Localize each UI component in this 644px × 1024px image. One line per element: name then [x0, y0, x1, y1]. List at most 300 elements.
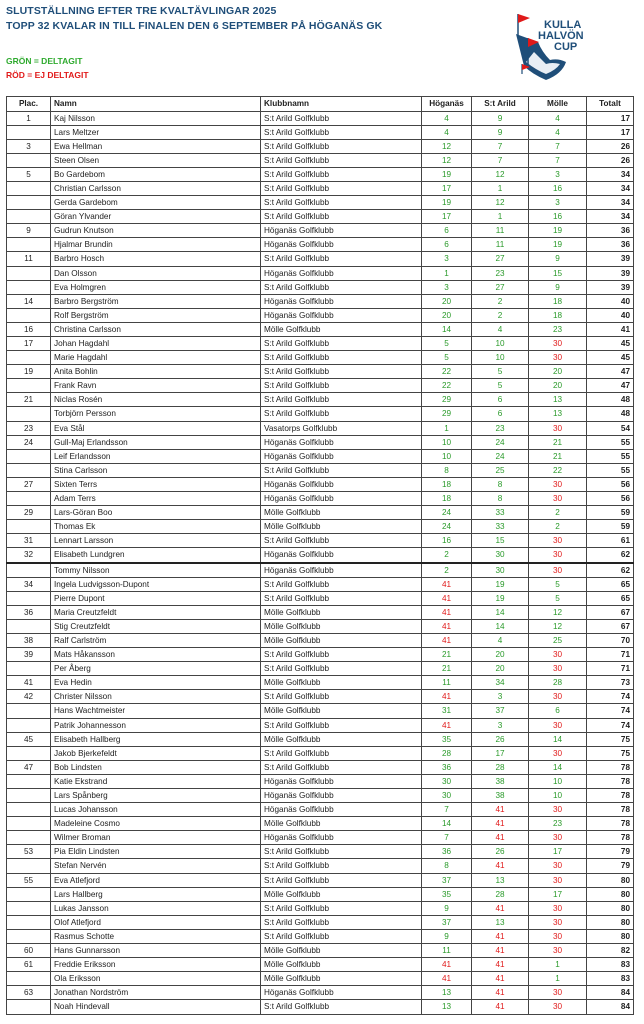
- cell-total: 67: [587, 605, 634, 619]
- cell-st-arild-score: 14: [472, 619, 529, 633]
- cell-molle-score: 30: [529, 534, 587, 548]
- cell-st-arild-score: 20: [472, 662, 529, 676]
- cell-name: Marie Hagdahl: [51, 351, 261, 365]
- cell-plac: [7, 915, 51, 929]
- cell-hoganas-score: 29: [422, 407, 472, 421]
- cell-hoganas-score: 36: [422, 845, 472, 859]
- cell-molle-score: 1: [529, 958, 587, 972]
- table-row: [7, 506, 634, 520]
- cell-name: Hans Wachtmeister: [51, 704, 261, 718]
- cell-total: 80: [587, 873, 634, 887]
- cell-club: Höganäs Golfklubb: [261, 308, 422, 322]
- cell-club: S:t Arild Golfklubb: [261, 337, 422, 351]
- cell-molle-score: 4: [529, 125, 587, 139]
- table-row: [7, 337, 634, 351]
- cell-club: S:t Arild Golfklubb: [261, 139, 422, 153]
- cell-club: Höganäs Golfklubb: [261, 563, 422, 578]
- cell-name: Lukas Jansson: [51, 901, 261, 915]
- cell-plac: 60: [7, 944, 51, 958]
- cell-name: Christian Carlsson: [51, 181, 261, 195]
- cell-club: S:t Arild Golfklubb: [261, 746, 422, 760]
- cell-hoganas-score: 22: [422, 379, 472, 393]
- cell-name: Wilmer Broman: [51, 831, 261, 845]
- cell-molle-score: 5: [529, 577, 587, 591]
- cell-plac: [7, 181, 51, 195]
- cell-name: Anita Bohlin: [51, 365, 261, 379]
- cell-molle-score: 15: [529, 266, 587, 280]
- cell-st-arild-score: 2: [472, 294, 529, 308]
- cell-name: Gerda Gardebom: [51, 196, 261, 210]
- cell-molle-score: 30: [529, 718, 587, 732]
- cell-st-arild-score: 10: [472, 351, 529, 365]
- table-row: [7, 266, 634, 280]
- cell-molle-score: 30: [529, 1000, 587, 1014]
- cell-st-arild-score: 24: [472, 449, 529, 463]
- cell-hoganas-score: 18: [422, 492, 472, 506]
- cell-molle-score: 23: [529, 322, 587, 336]
- table-row: [7, 224, 634, 238]
- cell-club: S:t Arild Golfklubb: [261, 167, 422, 181]
- cell-club: Höganäs Golfklubb: [261, 548, 422, 563]
- cell-st-arild-score: 19: [472, 577, 529, 591]
- cell-plac: 42: [7, 690, 51, 704]
- cell-plac: 63: [7, 986, 51, 1000]
- cell-name: Elisabeth Lundgren: [51, 548, 261, 563]
- cell-st-arild-score: 30: [472, 563, 529, 578]
- cell-club: Mölle Golfklubb: [261, 605, 422, 619]
- cell-st-arild-score: 38: [472, 774, 529, 788]
- cell-plac: 47: [7, 760, 51, 774]
- table-row: [7, 534, 634, 548]
- cell-hoganas-score: 7: [422, 831, 472, 845]
- cell-plac: [7, 449, 51, 463]
- cell-molle-score: 30: [529, 901, 587, 915]
- cell-hoganas-score: 5: [422, 337, 472, 351]
- cell-name: Adam Terrs: [51, 492, 261, 506]
- cell-name: Lars Hallberg: [51, 887, 261, 901]
- legend-red: RÖD = EJ DELTAGIT: [6, 70, 89, 80]
- cell-club: Höganäs Golfklubb: [261, 789, 422, 803]
- cell-name: Barbro Hosch: [51, 252, 261, 266]
- table-row: [7, 831, 634, 845]
- cell-club: Höganäs Golfklubb: [261, 449, 422, 463]
- cell-plac: [7, 153, 51, 167]
- cell-hoganas-score: 19: [422, 167, 472, 181]
- logo-text-2: HALVÖN: [538, 30, 584, 42]
- cell-st-arild-score: 27: [472, 280, 529, 294]
- table-row: [7, 929, 634, 943]
- cell-plac: [7, 196, 51, 210]
- cell-molle-score: 10: [529, 774, 587, 788]
- cell-total: 59: [587, 520, 634, 534]
- cell-hoganas-score: 37: [422, 915, 472, 929]
- cell-st-arild-score: 13: [472, 915, 529, 929]
- cell-club: Mölle Golfklubb: [261, 704, 422, 718]
- cell-plac: [7, 210, 51, 224]
- table-row: [7, 633, 634, 647]
- table-row: [7, 746, 634, 760]
- table-row: [7, 252, 634, 266]
- col-st-arild: S:t Arild: [472, 97, 529, 112]
- cell-plac: 19: [7, 365, 51, 379]
- table-row: [7, 774, 634, 788]
- cell-total: 48: [587, 407, 634, 421]
- cell-st-arild-score: 33: [472, 506, 529, 520]
- cell-name: Stina Carlsson: [51, 463, 261, 477]
- cell-name: Johan Hagdahl: [51, 337, 261, 351]
- cell-hoganas-score: 21: [422, 662, 472, 676]
- cell-hoganas-score: 11: [422, 944, 472, 958]
- cell-hoganas-score: 41: [422, 577, 472, 591]
- cell-hoganas-score: 3: [422, 280, 472, 294]
- legend-green: GRÖN = DELTAGIT: [6, 56, 83, 66]
- kullahalvon-cup-logo: [502, 4, 590, 88]
- cell-name: Tommy Nilsson: [51, 563, 261, 578]
- cell-club: Vasatorps Golfklubb: [261, 421, 422, 435]
- table-row: [7, 492, 634, 506]
- cell-plac: [7, 125, 51, 139]
- cell-total: 78: [587, 817, 634, 831]
- cell-st-arild-score: 8: [472, 477, 529, 491]
- cell-name: Gudrun Knutson: [51, 224, 261, 238]
- cell-name: Ewa Hellman: [51, 139, 261, 153]
- cell-hoganas-score: 37: [422, 873, 472, 887]
- table-row: [7, 732, 634, 746]
- cell-st-arild-score: 6: [472, 407, 529, 421]
- cell-plac: 21: [7, 393, 51, 407]
- cell-molle-score: 9: [529, 252, 587, 266]
- cell-hoganas-score: 5: [422, 351, 472, 365]
- cell-plac: [7, 266, 51, 280]
- cell-hoganas-score: 14: [422, 322, 472, 336]
- cell-molle-score: 21: [529, 449, 587, 463]
- cell-total: 80: [587, 915, 634, 929]
- table-row: [7, 365, 634, 379]
- cell-hoganas-score: 19: [422, 196, 472, 210]
- cell-plac: [7, 238, 51, 252]
- cell-plac: [7, 619, 51, 633]
- cell-total: 62: [587, 548, 634, 563]
- cell-club: S:t Arild Golfklubb: [261, 111, 422, 125]
- cell-club: S:t Arild Golfklubb: [261, 379, 422, 393]
- cell-molle-score: 30: [529, 831, 587, 845]
- cell-hoganas-score: 8: [422, 463, 472, 477]
- cell-name: Gull-Maj Erlandsson: [51, 435, 261, 449]
- cell-st-arild-score: 28: [472, 760, 529, 774]
- cell-st-arild-score: 30: [472, 548, 529, 563]
- cell-club: Höganäs Golfklubb: [261, 831, 422, 845]
- cell-club: S:t Arild Golfklubb: [261, 929, 422, 943]
- table-row: [7, 294, 634, 308]
- cell-hoganas-score: 41: [422, 619, 472, 633]
- cell-molle-score: 4: [529, 111, 587, 125]
- cell-plac: [7, 704, 51, 718]
- cell-name: Stig Creutzfeldt: [51, 619, 261, 633]
- cell-total: 17: [587, 111, 634, 125]
- cell-molle-score: 9: [529, 280, 587, 294]
- cell-molle-score: 30: [529, 337, 587, 351]
- cell-total: 56: [587, 492, 634, 506]
- cell-plac: [7, 308, 51, 322]
- cell-molle-score: 30: [529, 944, 587, 958]
- cell-st-arild-score: 12: [472, 167, 529, 181]
- cell-st-arild-score: 41: [472, 901, 529, 915]
- cell-club: S:t Arild Golfklubb: [261, 196, 422, 210]
- cell-name: Eva Hedin: [51, 676, 261, 690]
- cell-plac: [7, 901, 51, 915]
- cell-total: 83: [587, 972, 634, 986]
- cell-molle-score: 13: [529, 393, 587, 407]
- cell-name: Lars-Göran Boo: [51, 506, 261, 520]
- cell-hoganas-score: 10: [422, 435, 472, 449]
- cell-molle-score: 2: [529, 520, 587, 534]
- cell-plac: 39: [7, 648, 51, 662]
- cell-plac: 24: [7, 435, 51, 449]
- cell-total: 39: [587, 280, 634, 294]
- cell-club: Höganäs Golfklubb: [261, 803, 422, 817]
- cell-club: Höganäs Golfklubb: [261, 266, 422, 280]
- cell-name: Jakob Bjerkefeldt: [51, 746, 261, 760]
- cell-name: Lars Meltzer: [51, 125, 261, 139]
- cell-total: 74: [587, 690, 634, 704]
- cell-hoganas-score: 41: [422, 633, 472, 647]
- cell-molle-score: 12: [529, 619, 587, 633]
- cell-club: Mölle Golfklubb: [261, 633, 422, 647]
- cell-st-arild-score: 41: [472, 929, 529, 943]
- cell-hoganas-score: 2: [422, 563, 472, 578]
- cell-plac: 5: [7, 167, 51, 181]
- cell-plac: [7, 407, 51, 421]
- cell-hoganas-score: 18: [422, 477, 472, 491]
- table-row: [7, 477, 634, 491]
- cell-molle-score: 30: [529, 351, 587, 365]
- table-row: [7, 1000, 634, 1014]
- cell-total: 73: [587, 676, 634, 690]
- cell-club: S:t Arild Golfklubb: [261, 901, 422, 915]
- cell-molle-score: 28: [529, 676, 587, 690]
- cell-total: 47: [587, 365, 634, 379]
- cell-name: Dan Olsson: [51, 266, 261, 280]
- cell-total: 34: [587, 167, 634, 181]
- cell-molle-score: 18: [529, 294, 587, 308]
- cell-total: 84: [587, 1000, 634, 1014]
- cell-hoganas-score: 9: [422, 901, 472, 915]
- cell-hoganas-score: 41: [422, 605, 472, 619]
- cell-st-arild-score: 5: [472, 379, 529, 393]
- cell-club: S:t Arild Golfklubb: [261, 125, 422, 139]
- cell-plac: 38: [7, 633, 51, 647]
- cell-hoganas-score: 24: [422, 506, 472, 520]
- cell-name: Mats Håkansson: [51, 648, 261, 662]
- col-plac: Plac.: [7, 97, 51, 112]
- cell-total: 75: [587, 746, 634, 760]
- cell-plac: [7, 803, 51, 817]
- cell-hoganas-score: 31: [422, 704, 472, 718]
- col-klubbnamn: Klubbnamn: [261, 97, 422, 112]
- cell-total: 59: [587, 506, 634, 520]
- cell-plac: [7, 774, 51, 788]
- table-row: [7, 322, 634, 336]
- cell-total: 39: [587, 266, 634, 280]
- cell-club: Höganäs Golfklubb: [261, 477, 422, 491]
- cell-plac: 61: [7, 958, 51, 972]
- cell-hoganas-score: 22: [422, 365, 472, 379]
- cell-total: 45: [587, 337, 634, 351]
- cell-plac: [7, 972, 51, 986]
- table-row: [7, 986, 634, 1000]
- table-row: [7, 704, 634, 718]
- table-row: [7, 210, 634, 224]
- cell-molle-score: 12: [529, 605, 587, 619]
- logo-text-3: CUP: [554, 41, 578, 53]
- cell-club: S:t Arild Golfklubb: [261, 534, 422, 548]
- cell-plac: 23: [7, 421, 51, 435]
- cell-total: 71: [587, 648, 634, 662]
- cell-total: 54: [587, 421, 634, 435]
- cell-molle-score: 30: [529, 421, 587, 435]
- cell-name: Kaj Nilsson: [51, 111, 261, 125]
- table-row: [7, 591, 634, 605]
- cell-molle-score: 30: [529, 803, 587, 817]
- cell-molle-score: 3: [529, 196, 587, 210]
- table-row: [7, 845, 634, 859]
- cell-club: S:t Arild Golfklubb: [261, 577, 422, 591]
- cell-st-arild-score: 24: [472, 435, 529, 449]
- cell-hoganas-score: 41: [422, 690, 472, 704]
- table-row: [7, 972, 634, 986]
- cell-molle-score: 5: [529, 591, 587, 605]
- table-row: [7, 718, 634, 732]
- cell-total: 40: [587, 294, 634, 308]
- cell-hoganas-score: 4: [422, 125, 472, 139]
- cell-club: S:t Arild Golfklubb: [261, 718, 422, 732]
- cell-total: 65: [587, 591, 634, 605]
- cell-st-arild-score: 15: [472, 534, 529, 548]
- cell-plac: 11: [7, 252, 51, 266]
- cell-molle-score: 2: [529, 506, 587, 520]
- table-row: [7, 676, 634, 690]
- cell-plac: [7, 463, 51, 477]
- cell-club: S:t Arild Golfklubb: [261, 210, 422, 224]
- cell-st-arild-score: 11: [472, 238, 529, 252]
- cell-hoganas-score: 20: [422, 308, 472, 322]
- cell-molle-score: 30: [529, 986, 587, 1000]
- table-row: [7, 351, 634, 365]
- cell-hoganas-score: 1: [422, 421, 472, 435]
- table-row: [7, 449, 634, 463]
- table-row: [7, 958, 634, 972]
- cell-club: S:t Arild Golfklubb: [261, 859, 422, 873]
- cell-club: Mölle Golfklubb: [261, 958, 422, 972]
- table-row: [7, 520, 634, 534]
- cell-total: 55: [587, 463, 634, 477]
- col-hoganas: Höganäs: [422, 97, 472, 112]
- cell-molle-score: 13: [529, 407, 587, 421]
- cell-molle-score: 22: [529, 463, 587, 477]
- cell-molle-score: 6: [529, 704, 587, 718]
- cell-molle-score: 30: [529, 563, 587, 578]
- cell-plac: [7, 591, 51, 605]
- cell-club: Mölle Golfklubb: [261, 944, 422, 958]
- cell-hoganas-score: 13: [422, 1000, 472, 1014]
- cell-molle-score: 10: [529, 789, 587, 803]
- cell-plac: 27: [7, 477, 51, 491]
- table-row: [7, 760, 634, 774]
- cell-club: S:t Arild Golfklubb: [261, 845, 422, 859]
- cell-st-arild-score: 6: [472, 393, 529, 407]
- cell-st-arild-score: 3: [472, 718, 529, 732]
- cell-plac: [7, 817, 51, 831]
- table-row: [7, 548, 634, 563]
- cell-st-arild-score: 19: [472, 591, 529, 605]
- cell-club: S:t Arild Golfklubb: [261, 591, 422, 605]
- cell-st-arild-score: 27: [472, 252, 529, 266]
- cell-name: Katie Ekstrand: [51, 774, 261, 788]
- cell-total: 45: [587, 351, 634, 365]
- table-row: [7, 803, 634, 817]
- cell-plac: 1: [7, 111, 51, 125]
- page-header: [6, 4, 382, 34]
- cell-st-arild-score: 8: [472, 492, 529, 506]
- cell-molle-score: 7: [529, 153, 587, 167]
- cell-total: 61: [587, 534, 634, 548]
- table-row: [7, 859, 634, 873]
- cell-club: Höganäs Golfklubb: [261, 238, 422, 252]
- table-row: [7, 887, 634, 901]
- cell-molle-score: 25: [529, 633, 587, 647]
- cell-st-arild-score: 25: [472, 463, 529, 477]
- cell-st-arild-score: 2: [472, 308, 529, 322]
- cell-club: S:t Arild Golfklubb: [261, 662, 422, 676]
- cell-plac: [7, 789, 51, 803]
- cell-st-arild-score: 3: [472, 690, 529, 704]
- table-header-row: [7, 97, 634, 112]
- cell-st-arild-score: 41: [472, 958, 529, 972]
- table-row: [7, 648, 634, 662]
- cell-molle-score: 14: [529, 760, 587, 774]
- cell-club: Mölle Golfklubb: [261, 322, 422, 336]
- cell-club: S:t Arild Golfklubb: [261, 873, 422, 887]
- cell-name: Pierre Dupont: [51, 591, 261, 605]
- cell-name: Christina Carlsson: [51, 322, 261, 336]
- table-row: [7, 153, 634, 167]
- cell-club: Höganäs Golfklubb: [261, 294, 422, 308]
- table-row: [7, 873, 634, 887]
- cell-club: S:t Arild Golfklubb: [261, 153, 422, 167]
- cell-st-arild-score: 4: [472, 322, 529, 336]
- cell-name: Noah Hindevall: [51, 1000, 261, 1014]
- cell-name: Eva Atlefjord: [51, 873, 261, 887]
- cell-name: Eva Holmgren: [51, 280, 261, 294]
- cell-plac: 55: [7, 873, 51, 887]
- cell-club: Mölle Golfklubb: [261, 520, 422, 534]
- cell-total: 55: [587, 435, 634, 449]
- cell-total: 34: [587, 210, 634, 224]
- cell-plac: 16: [7, 322, 51, 336]
- cell-st-arild-score: 7: [472, 139, 529, 153]
- cell-molle-score: 3: [529, 167, 587, 181]
- cell-st-arild-score: 23: [472, 266, 529, 280]
- cell-plac: [7, 351, 51, 365]
- cell-plac: 34: [7, 577, 51, 591]
- cell-st-arild-score: 9: [472, 125, 529, 139]
- cell-molle-score: 16: [529, 181, 587, 195]
- cell-total: 34: [587, 196, 634, 210]
- cell-name: Hans Gunnarsson: [51, 944, 261, 958]
- table-row: [7, 463, 634, 477]
- cell-hoganas-score: 21: [422, 648, 472, 662]
- cell-name: Thomas Ek: [51, 520, 261, 534]
